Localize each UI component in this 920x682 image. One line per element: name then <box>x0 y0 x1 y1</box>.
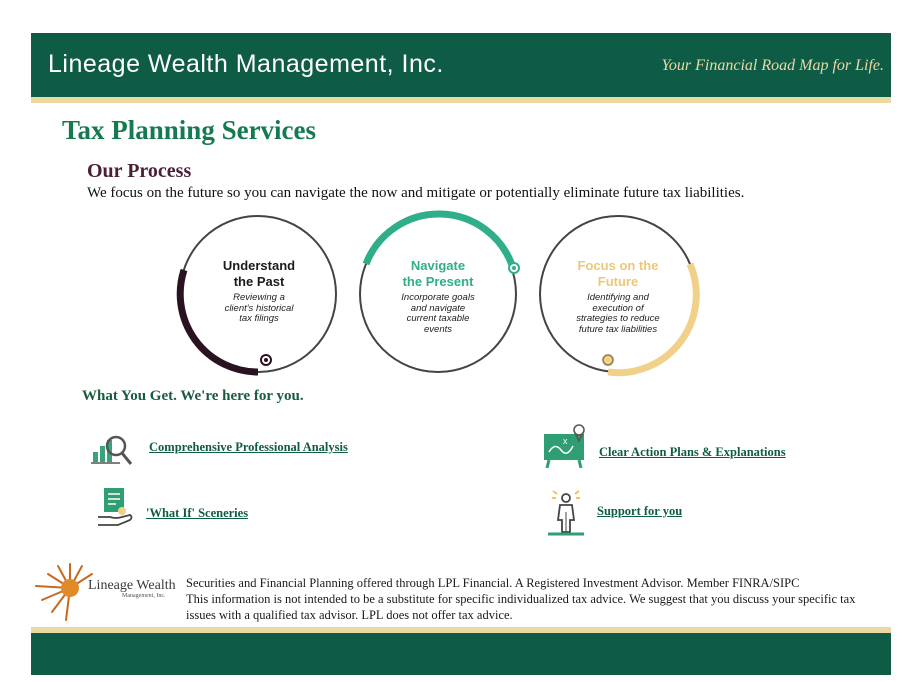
stage-past-desc-2: client's historical <box>224 302 294 314</box>
stage-present-desc-2: and navigate <box>410 302 466 314</box>
process-intro: We focus on the future so you can navigate the now and mitigate or potentially eliminate future tax liabilities. <box>87 185 745 201</box>
stage-present-desc-4: events <box>424 323 452 335</box>
process-cycle-diagram <box>165 218 725 378</box>
stage-future-desc-3: strategies to reduce <box>576 313 660 324</box>
stage-future-desc-2: execution of <box>592 302 644 314</box>
page-title: Tax Planning Services <box>62 115 317 145</box>
benefit-link-action-plans[interactable]: Clear Action Plans & Explanations <box>599 445 786 459</box>
stage-future <box>558 258 678 335</box>
scenario-document-hand-icon <box>96 487 136 536</box>
stage-present-title-1: Navigate <box>410 258 466 273</box>
stage-present-desc-1: Incorporate goals <box>401 292 475 303</box>
svg-text:x: x <box>563 436 568 446</box>
stage-past-desc-3: tax filings <box>239 313 279 324</box>
support-person-icon <box>546 490 586 541</box>
benefit-link-what-if[interactable]: 'What If' Sceneries <box>146 506 249 520</box>
action-plan-board-icon <box>543 424 589 473</box>
stage-future-title-2: Future <box>597 274 639 289</box>
benefit-link-support[interactable]: Support for you <box>597 504 683 518</box>
header-gold-stripe <box>31 97 891 103</box>
disclaimer <box>186 575 876 623</box>
disclaimer-line-1: Securities and Financial Planning offered through LPL Financial. A Registered Investment Advisor. Member FINRA/SIPC <box>186 576 800 590</box>
stage-past-title-2: the Past <box>233 274 285 289</box>
benefit-link-analysis[interactable]: Comprehensive Professional Analysis <box>149 440 348 454</box>
stage-future-title-1: Focus on the <box>577 258 659 273</box>
logo-wordmark: Lineage Wealth <box>88 578 176 593</box>
stage-past-title-1: Understand <box>222 258 296 273</box>
footer-band <box>31 633 891 675</box>
tagline: Your Financial Road Map for Life. <box>661 57 884 74</box>
what-you-get-heading: What You Get. We're here for you. <box>82 388 304 404</box>
stage-future-marker <box>603 355 613 365</box>
stage-past <box>199 258 319 325</box>
stage-present-desc-3: current taxable <box>406 313 470 324</box>
stage-future-desc-1: Identifying and <box>587 292 649 303</box>
process-heading: Our Process <box>87 160 192 182</box>
company-name: Lineage Wealth Management, Inc. <box>48 50 444 78</box>
stage-present-title-2: the Present <box>402 274 474 289</box>
stage-future-desc-4: future tax liabilities <box>578 323 658 335</box>
analysis-chart-icon <box>90 428 134 473</box>
stage-past-desc-1: Reviewing a <box>233 292 285 303</box>
stage-present <box>378 258 498 335</box>
disclaimer-line-2: This information is not intended to be a substitute for specific individualized tax advice. We suggest that you discuss your specific tax issues with a qualified tax advisor. LPL does not offer tax advice. <box>186 592 856 622</box>
logo-subtext: Management, Inc. <box>122 593 166 599</box>
lineage-wealth-logo <box>30 560 180 624</box>
